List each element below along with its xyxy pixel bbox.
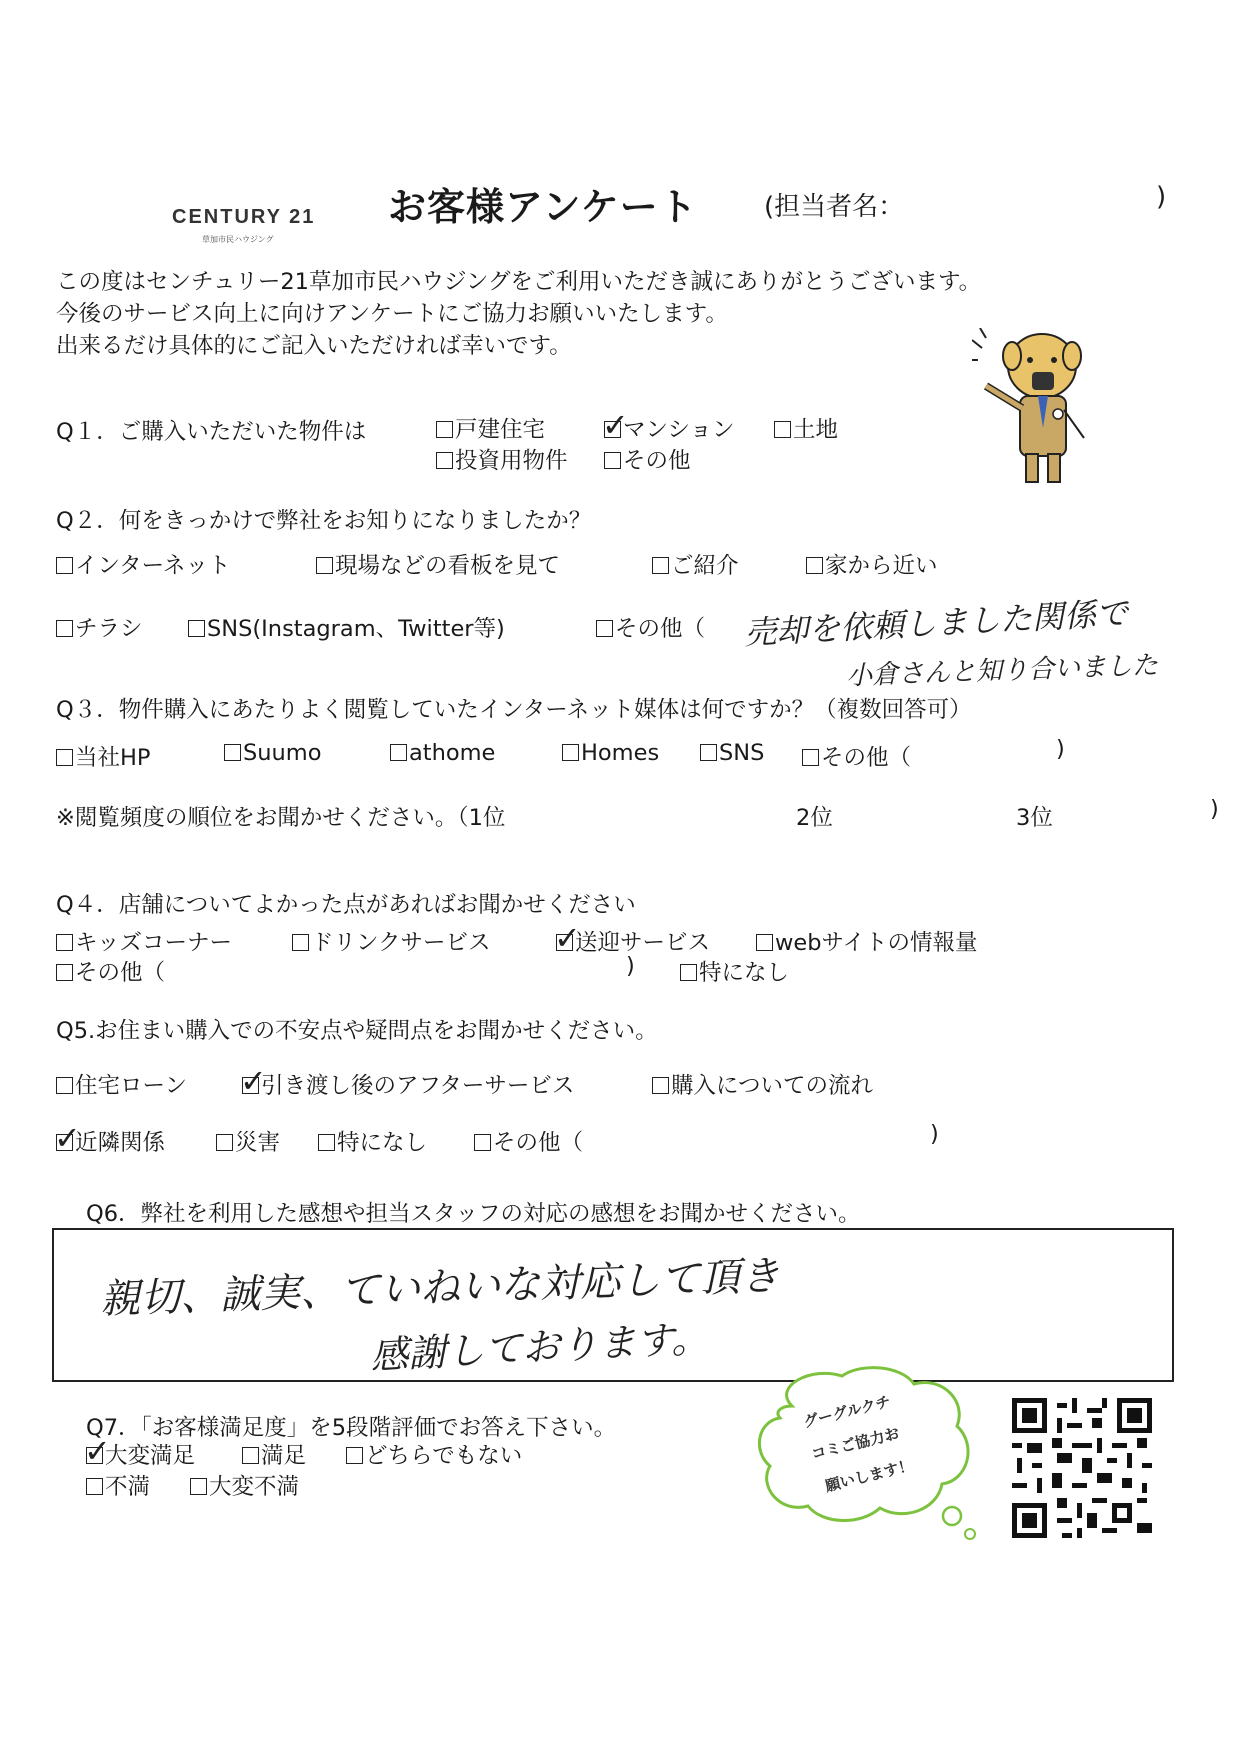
q4-label: Q４．店舗についてよかった点があればお聞かせください xyxy=(56,892,636,918)
q5-option-nothing[interactable]: 特になし xyxy=(318,1125,427,1157)
q5-option-other[interactable]: その他（ xyxy=(474,1125,583,1157)
q7-label: Q7．「お客様満足度」を5段階評価でお答え下さい。 xyxy=(86,1415,617,1441)
checkbox[interactable] xyxy=(292,934,309,951)
q7-option-dissatisfied[interactable]: 不満 xyxy=(86,1469,150,1501)
staff-name-label: (担当者名： xyxy=(764,192,905,222)
q1-option-investment[interactable]: 投資用物件 xyxy=(436,443,568,475)
intro-line-2: 今後のサービス向上に向けアンケートにご協力お願いいたします。 xyxy=(56,301,728,327)
q2-option-sns[interactable]: SNS(Instagram、Twitter等) xyxy=(188,611,505,643)
q3-rank-3: 3位 xyxy=(1016,805,1053,831)
q4-option-shuttle-service[interactable]: ✓ 送迎サービス xyxy=(554,919,711,957)
q7-option-satisfied[interactable]: 満足 xyxy=(242,1438,306,1470)
checkbox-checked[interactable] xyxy=(240,1062,267,1100)
q3-option-company-hp[interactable]: 当社HP xyxy=(56,740,151,772)
checkbox[interactable] xyxy=(188,620,205,637)
checkmark-icon: ✓ xyxy=(84,1432,111,1470)
q2-option-flyer[interactable]: チラシ xyxy=(56,611,143,643)
checkbox[interactable] xyxy=(700,744,717,761)
q5-other-close: ) xyxy=(930,1121,939,1147)
checkbox[interactable] xyxy=(216,1134,233,1151)
q6-handwritten-answer-line-1: 親切、誠実、ていねいな対応して頂き xyxy=(99,1253,781,1323)
checkbox-checked[interactable] xyxy=(84,1432,111,1470)
q2-option-near-home[interactable]: 家から近い xyxy=(806,548,938,580)
checkbox[interactable] xyxy=(242,1447,259,1464)
checkmark-icon: ✓ xyxy=(240,1062,267,1100)
q4-option-website-info[interactable]: webサイトの情報量 xyxy=(756,925,977,957)
checkbox[interactable] xyxy=(802,749,819,766)
checkbox[interactable] xyxy=(56,557,73,574)
staff-name-close: ) xyxy=(1156,182,1167,212)
q2-handwritten-answer-line-2: 小倉さんと知り合いました xyxy=(845,650,1159,692)
checkbox-checked[interactable] xyxy=(602,406,629,444)
bubble-text-line-1: グーグルクチ xyxy=(801,1392,893,1432)
q7-option-very-dissatisfied[interactable]: 大変不満 xyxy=(190,1469,299,1501)
q1-option-detached-house[interactable]: 戸建住宅 xyxy=(436,412,545,444)
checkbox[interactable] xyxy=(680,964,697,981)
checkmark-icon: ✓ xyxy=(602,406,629,444)
q4-other-close: ) xyxy=(626,953,635,979)
checkbox[interactable] xyxy=(652,557,669,574)
checkbox[interactable] xyxy=(86,1478,103,1495)
q2-label: Q２．何をきっかけで弊社をお知りになりましたか？ xyxy=(56,508,592,534)
checkbox[interactable] xyxy=(474,1134,491,1151)
q1-label: Q１．ご購入いただいた物件は xyxy=(56,419,367,445)
q2-option-other[interactable]: その他（ xyxy=(596,611,705,643)
checkbox[interactable] xyxy=(436,421,453,438)
checkmark-icon: ✓ xyxy=(54,1119,81,1157)
q3-option-athome[interactable]: athome xyxy=(390,740,495,766)
q5-option-neighbors[interactable]: ✓ 近隣関係 xyxy=(54,1119,166,1157)
checkbox[interactable] xyxy=(56,749,73,766)
intro-line-3: 出来るだけ具体的にご記入いただければ幸いです。 xyxy=(56,333,572,359)
q1-option-other[interactable]: その他 xyxy=(604,443,691,475)
q3-other-close: ) xyxy=(1056,736,1065,762)
checkbox[interactable] xyxy=(56,964,73,981)
q7-option-neutral[interactable]: どちらでもない xyxy=(346,1438,522,1470)
checkbox[interactable] xyxy=(346,1447,363,1464)
q4-option-kids-corner[interactable]: キッズコーナー xyxy=(56,925,232,957)
q6-label: Q6．弊社を利用した感想や担当スタッフの対応の感想をお聞かせください。 xyxy=(86,1201,861,1227)
intro-line-1: この度はセンチュリー21草加市民ハウジングをご利用いただき誠にありがとうございます。 xyxy=(56,269,982,295)
q3-rank-2: 2位 xyxy=(796,805,833,831)
checkbox[interactable] xyxy=(562,744,579,761)
q4-option-drink-service[interactable]: ドリンクサービス xyxy=(292,925,491,957)
checkbox[interactable] xyxy=(596,620,613,637)
checkbox[interactable] xyxy=(604,452,621,469)
checkbox[interactable] xyxy=(806,557,823,574)
checkbox-checked[interactable] xyxy=(54,1119,81,1157)
checkmark-icon: ✓ xyxy=(554,919,581,957)
q1-option-condominium[interactable]: ✓ マンション xyxy=(602,406,735,444)
qr-code[interactable] xyxy=(1012,1398,1152,1538)
q3-option-suumo[interactable]: Suumo xyxy=(224,740,322,766)
q2-option-referral[interactable]: ご紹介 xyxy=(652,548,739,580)
checkbox[interactable] xyxy=(56,1077,73,1094)
q2-option-internet[interactable]: インターネット xyxy=(56,548,230,580)
checkbox[interactable] xyxy=(56,934,73,951)
checkbox-checked[interactable] xyxy=(554,919,581,957)
checkbox[interactable] xyxy=(316,557,333,574)
q5-option-after-service[interactable]: ✓ 引き渡し後のアフターサービス xyxy=(240,1062,575,1100)
century21-logo: CENTURY 21 xyxy=(172,206,316,228)
checkbox[interactable] xyxy=(224,744,241,761)
q3-rank-label: ※閲覧頻度の順位をお聞かせください。（1位 xyxy=(56,805,506,831)
checkbox[interactable] xyxy=(652,1077,669,1094)
q5-option-home-loan[interactable]: 住宅ローン xyxy=(56,1068,187,1100)
q7-option-very-satisfied[interactable]: ✓ 大変満足 xyxy=(84,1432,196,1470)
checkbox[interactable] xyxy=(774,421,791,438)
q5-option-disaster[interactable]: 災害 xyxy=(216,1125,280,1157)
mascot-dog-illustration xyxy=(972,328,1102,488)
q5-option-purchase-flow[interactable]: 購入についての流れ xyxy=(652,1068,873,1100)
q3-option-homes[interactable]: Homes xyxy=(562,740,659,766)
checkbox[interactable] xyxy=(56,620,73,637)
q3-label: Q３．物件購入にあたりよく閲覧していたインターネット媒体は何ですか？（複数回答可） xyxy=(56,697,972,723)
q4-option-nothing[interactable]: 特になし xyxy=(680,955,789,987)
logo-subtitle: 草加市民ハウジング xyxy=(202,235,274,244)
q2-handwritten-answer-line-1: 売却を依頼しました関係で xyxy=(743,593,1129,653)
q5-label: Q5.お住まい購入での不安点や疑問点をお聞かせください。 xyxy=(56,1018,658,1044)
q6-handwritten-answer-line-2: 感謝しております。 xyxy=(369,1316,711,1378)
page-title: お客様アンケート xyxy=(388,185,698,229)
q2-option-signboard[interactable]: 現場などの看板を見て xyxy=(316,548,560,580)
checkbox[interactable] xyxy=(318,1134,335,1151)
bubble-text-line-3: 願いします！ xyxy=(823,1456,916,1496)
bubble-text-line-2: コミご協力お xyxy=(809,1424,902,1464)
checkbox[interactable] xyxy=(390,744,407,761)
q1-option-land[interactable]: 土地 xyxy=(774,412,838,444)
q4-option-other[interactable]: その他（ xyxy=(56,955,165,987)
q3-option-other[interactable]: その他（ xyxy=(802,740,911,772)
q3-rank-close: ) xyxy=(1210,796,1219,822)
q3-option-sns[interactable]: SNS xyxy=(700,740,764,766)
checkbox[interactable] xyxy=(190,1478,207,1495)
checkbox[interactable] xyxy=(756,934,773,951)
checkbox[interactable] xyxy=(436,452,453,469)
